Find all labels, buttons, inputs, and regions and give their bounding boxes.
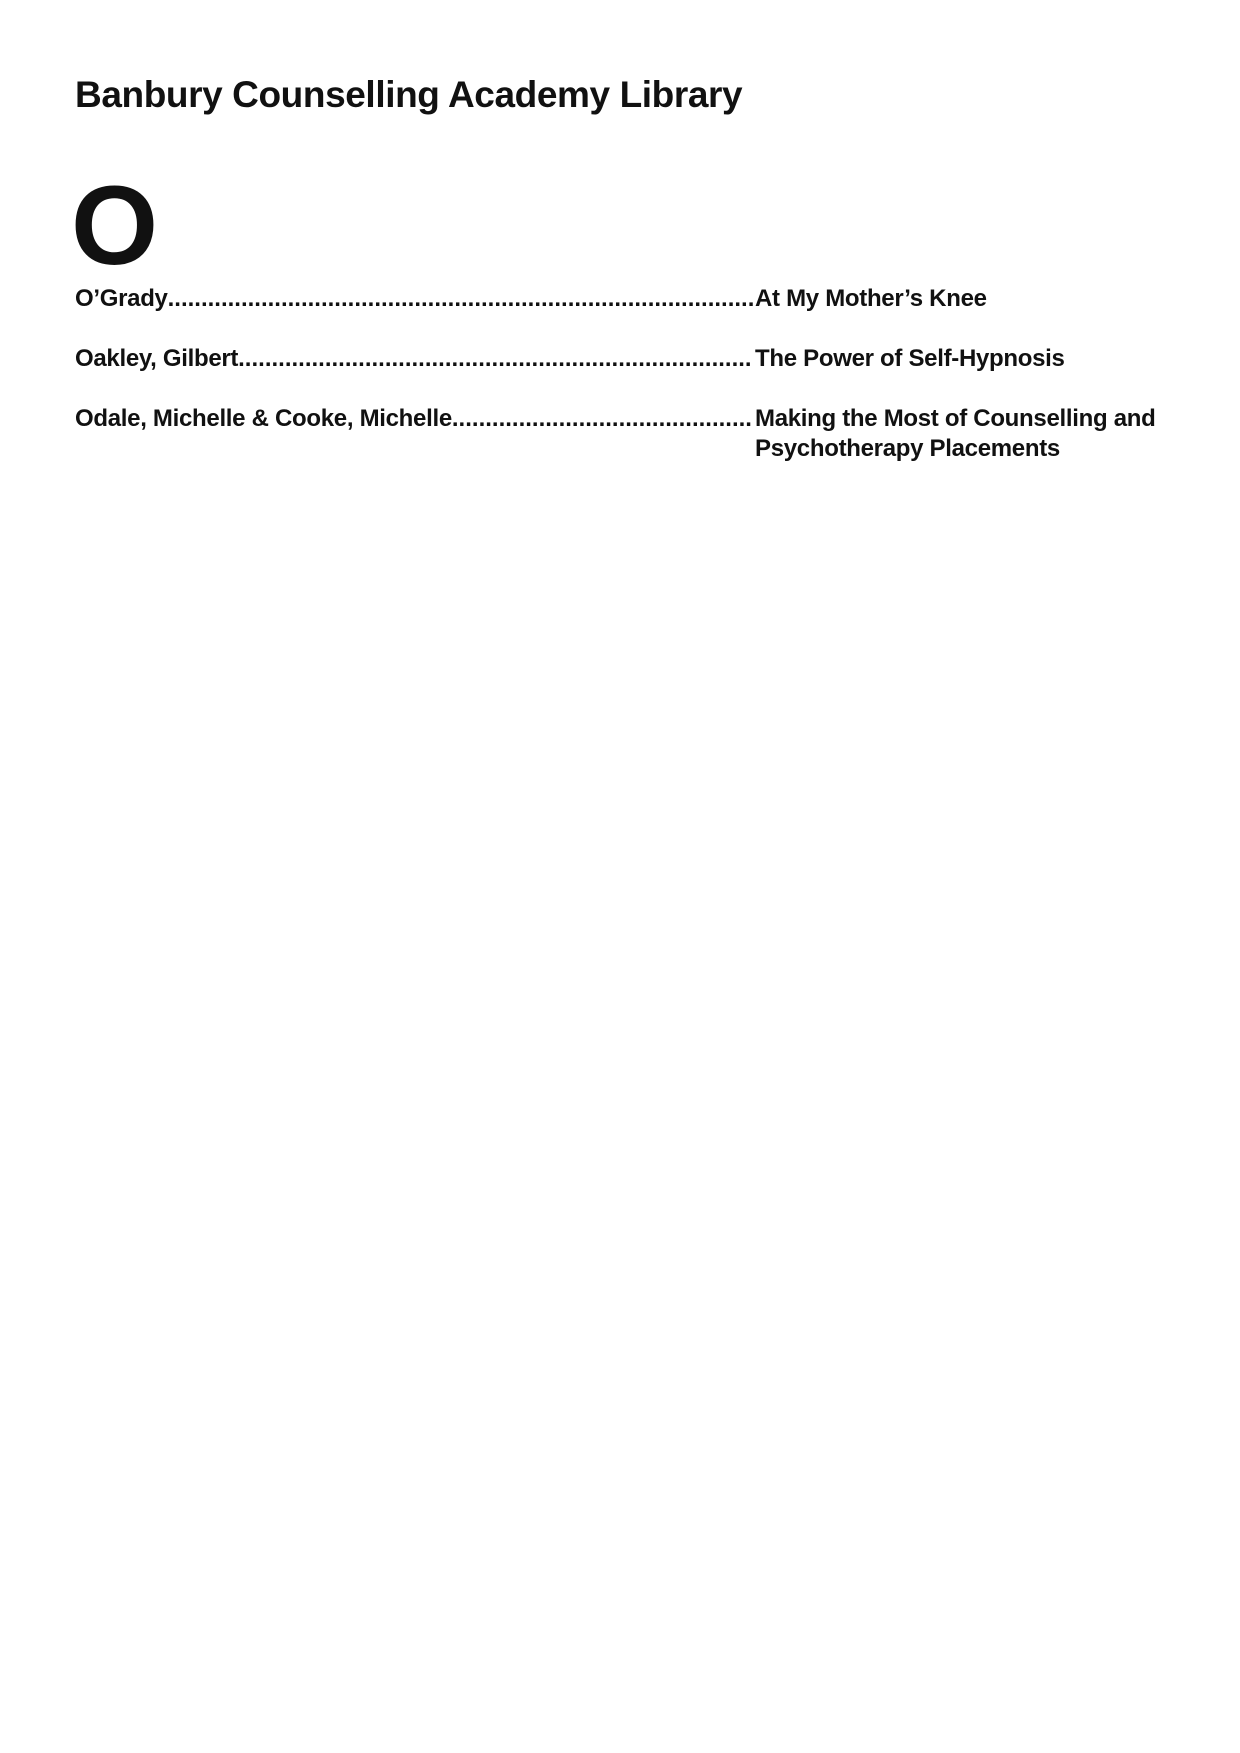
entry-author-cell <box>75 284 753 314</box>
entry-title: The Power of Self-Hypnosis <box>755 345 1065 372</box>
entry-author-cell <box>75 344 753 374</box>
entry-author: Oakley, Gilbert <box>75 345 239 372</box>
entry-title: Making the Most of Counselling and Psychotherapy Placements <box>755 405 1156 462</box>
dot-leader <box>238 344 753 374</box>
entry-row <box>75 404 1165 464</box>
entry-row <box>75 344 1165 374</box>
dot-leader <box>452 404 753 434</box>
section-letter: O <box>71 163 159 288</box>
dot-leader <box>168 284 753 314</box>
entry-title: At My Mother’s Knee <box>755 285 987 312</box>
entry-list <box>75 284 1165 494</box>
entry-author: Odale, Michelle & Cooke, Michelle <box>75 405 452 432</box>
page-title: Banbury Counselling Academy Library <box>75 74 743 115</box>
entry-row <box>75 284 1165 314</box>
entry-author: O’Grady <box>75 285 168 312</box>
entry-author-cell <box>75 404 753 434</box>
